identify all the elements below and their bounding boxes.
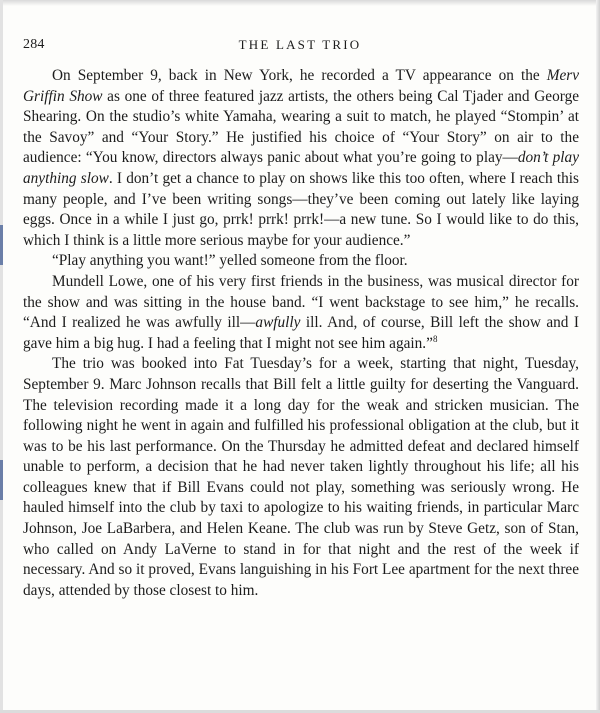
text-run: . I don’t get a chance to play on shows like this too often, where I reach this many people, and I’ve been writing songs—they’ve been coming out lately like laying eggs. Once in a while I just go, prrk! prrk! prrk!—a new tune. So I would like to do this, which I think is a little more serious maybe for your audience.”: [23, 169, 579, 249]
italic-text: Merv Griffin Show: [23, 67, 579, 105]
text-run: Mundell Lowe, one of his very first friends in the business, was musical director for the show and was sitting in the house band. “I went backstage to see him,” he recalls. “And I realized he was awfully ill—: [23, 272, 579, 332]
paragraph: [23, 354, 579, 601]
footnote-ref: 8: [432, 333, 438, 344]
paragraph: [23, 251, 579, 272]
text-run: ill. And, of course, Bill left the show and I gave him a big hug. I had a feeling that I might not see him again.”: [23, 314, 579, 352]
text-run: as one of three featured jazz artists, the others being Cal Tjader and George Shearing. On the studio’s white Yamaha, wearing a suit to match, he played “Stompin’ at the Savoy” and “Your Story.” He justified his choice of “Your Story” on air to the audience: “You know, directors always panic about what you’re going to play—: [23, 87, 580, 167]
page-edge-left: [0, 0, 3, 713]
text-run: The trio was booked into Fat Tuesday’s for a week, starting that night, Tuesday, September 9. Marc Johnson recalls that Bill felt a little guilty for deserting the Vanguard. The television recording made it a long day for the weak and stricken musician. The following night he went in again and fulfilled his professional obligation at the club, but it was to be his last performance. On the Thursday he admitted defeat and declared himself unable to perform, a decision that he had never taken lightly throughout his life; all his colleagues knew that if Bill Evans could not play, something was seriously wrong. He hauled himself into the club by taxi to apologize to his waiting friends, in particular Marc Johnson, Joe LaBarbera, and Helen Keane. The club was run by Steve Getz, son of Stan, who called on Andy LaVerne to stand in for that night and the rest of the week if necessary. And so it proved, Evans languishing in his Fort Lee apartment for the next three days, attended by those closest to him.: [23, 355, 579, 599]
text-run: On September 9, back in New York, he recorded a TV appearance on the: [52, 67, 547, 84]
page-edge-top: [0, 0, 600, 6]
paragraph: [23, 272, 579, 354]
italic-text: don’t play anything slow: [23, 149, 579, 187]
page-number: 284: [23, 37, 45, 52]
margin-mark: [0, 225, 3, 265]
running-head: THE LAST TRIO: [238, 37, 362, 52]
margin-mark: [0, 460, 3, 500]
paragraph: [23, 66, 579, 251]
page-edge-right: [596, 0, 600, 713]
body-text: [23, 66, 579, 601]
text-run: “Play anything you want!” yelled someone from the floor.: [52, 252, 408, 270]
italic-text: awfully: [255, 314, 301, 332]
